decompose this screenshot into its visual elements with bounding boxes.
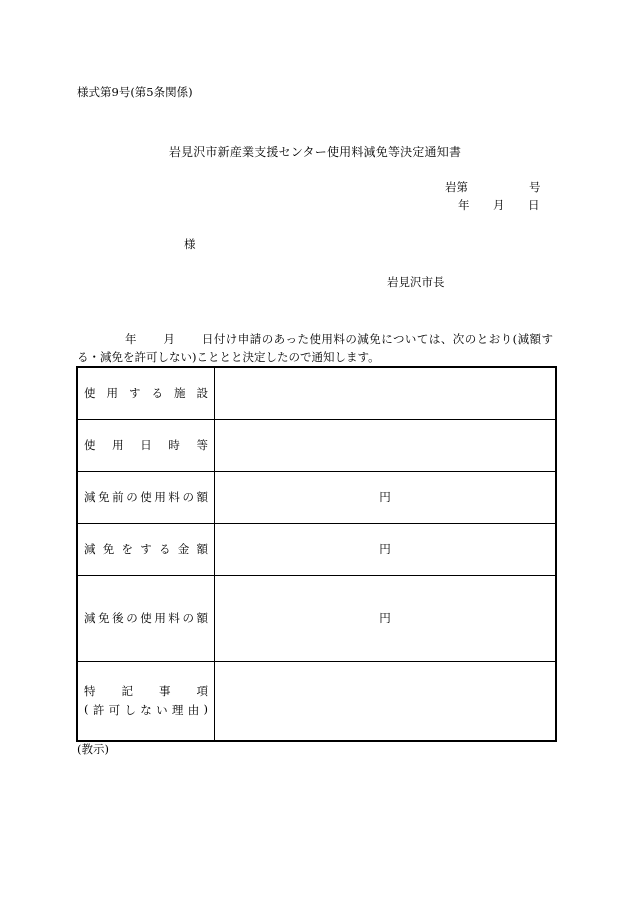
table-row [77, 523, 556, 575]
row-label-text: 減 免 後 の 使 用 料 の 額 [84, 611, 208, 625]
body-month: 月 [162, 332, 176, 346]
body-year: 年 [125, 332, 137, 346]
doc-number-prefix: 岩第 [445, 180, 468, 194]
document-number [445, 181, 541, 195]
date-month: 月 [493, 198, 505, 212]
row-label-fee-after [77, 575, 215, 661]
document-title: 岩見沢市新産業支援センター使用料減免等決定通知書 [168, 145, 462, 159]
table-row [77, 419, 556, 471]
date-year: 年 [458, 198, 470, 212]
body-sentence: 日付け申請のあった使用料の減免については、次のとおり(減額する・減免を許可しない)こととと決定したので通知します。 [77, 332, 554, 364]
row-label-text: ( 許 可 し な い 理 由 ) [84, 702, 208, 718]
sender: 岩見沢市長 [387, 275, 445, 289]
form-number: 様式第9号(第5条関係) [77, 85, 193, 99]
table-row [77, 471, 556, 523]
row-label-fee-before [77, 471, 215, 523]
row-label-text: 減 免 を す る 金 額 [84, 542, 208, 556]
row-label-text: 特 記 事 項 [84, 684, 208, 699]
row-label-datetime [77, 419, 215, 471]
addressee: 様 [184, 237, 196, 251]
table-row [77, 661, 556, 741]
doc-number-suffix: 号 [529, 180, 541, 194]
table-row [77, 575, 556, 661]
row-value-remarks [215, 661, 557, 741]
issue-date [458, 199, 540, 213]
row-label-text: 減 免 前 の 使 用 料 の 額 [84, 490, 208, 504]
decision-table [76, 366, 557, 742]
date-day: 日 [528, 198, 540, 212]
table-row [77, 367, 556, 419]
row-value-datetime [215, 419, 557, 471]
row-value-reduction: 円 [215, 523, 557, 575]
row-label-facility [77, 367, 215, 419]
row-value-fee-after: 円 [215, 575, 557, 661]
instruction-note: (教示) [77, 742, 109, 756]
row-value-facility [215, 367, 557, 419]
row-label-text: 使 用 す る 施 設 [84, 386, 208, 401]
body-text [77, 330, 553, 366]
row-value-fee-before: 円 [215, 471, 557, 523]
row-label-reduction [77, 523, 215, 575]
row-label-remarks [77, 661, 215, 741]
row-label-text: 使 用 日 時 等 [84, 438, 208, 452]
